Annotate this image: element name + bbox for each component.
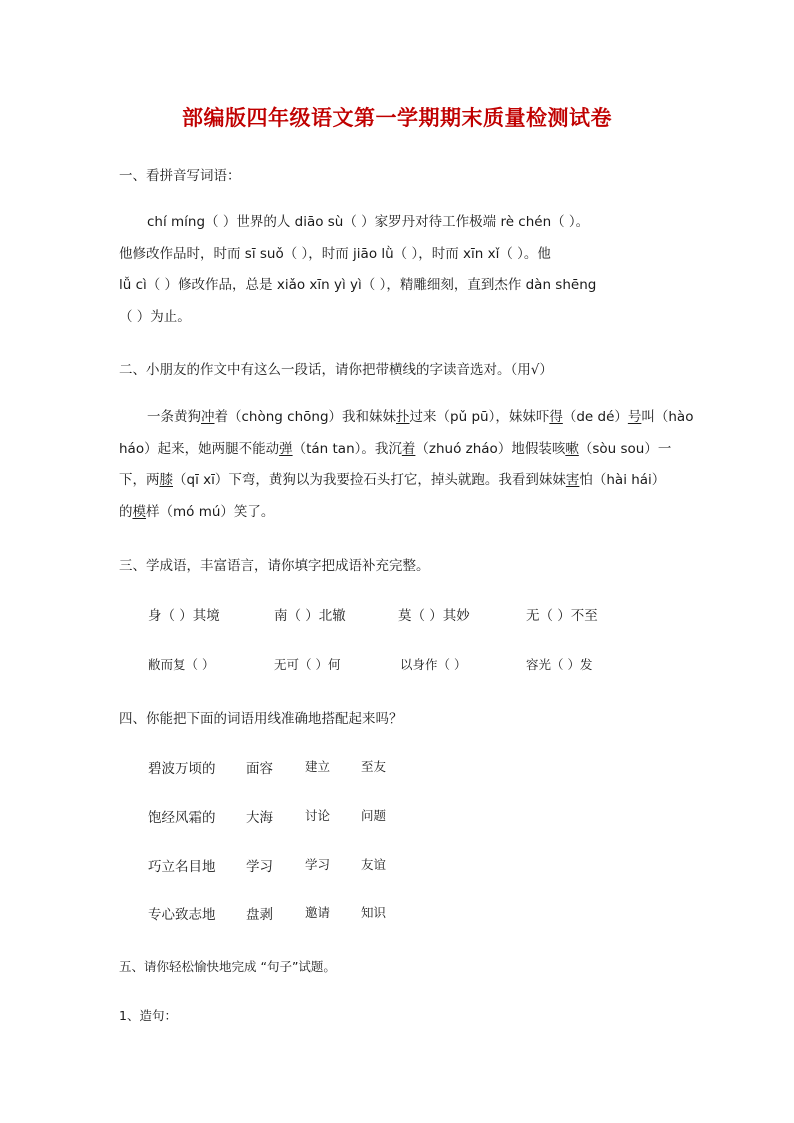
match-word: 学习	[305, 857, 331, 872]
idiom-item: 敝而复（ ）	[148, 657, 215, 672]
text-segment: 下，两	[119, 472, 160, 488]
underlined-char: 膝	[159, 472, 173, 488]
section2-line	[119, 497, 679, 529]
text-segment: （qī xī）下弯，黄狗以为我要捡石头打它，掉头就跑。我看到妹妹	[173, 472, 566, 488]
text-segment: 叫（hào	[641, 409, 694, 425]
text-segment: háo）起来，她两腿不能动	[119, 440, 280, 457]
section2-line	[119, 402, 694, 434]
text-segment: 过来（pǔ pū），妹妹吓	[409, 409, 550, 425]
match-word: 知识	[361, 905, 387, 920]
underlined-char: 着	[401, 440, 416, 457]
match-word: 盘剥	[246, 907, 273, 923]
underlined-char: 嗽	[565, 440, 579, 457]
idiom-item: 以身作（ ）	[400, 657, 467, 672]
text-segment: （sòu sou）一	[578, 440, 672, 457]
section1-line: chí míng（ ）世界的人 diāo sù（ ）家罗丹对待工作极端 rè chén（ ）。	[147, 214, 590, 230]
idiom-item: 容光（ ）发	[526, 657, 593, 672]
match-word: 至友	[361, 759, 387, 774]
section2-line	[119, 465, 679, 497]
idiom-item: 莫（ ）其妙	[398, 608, 470, 624]
match-word: 饱经风霜的	[148, 810, 216, 826]
section5-heading: 五、请你轻松愉快地完成 “句子”试题。	[119, 959, 336, 974]
idiom-item: 无可（ ）何	[274, 657, 341, 672]
text-segment: 样（mó mú）笑了。	[146, 503, 275, 520]
idiom-item: 南（ ）北辙	[274, 608, 346, 624]
section1-paragraph	[119, 207, 679, 333]
match-word: 问题	[361, 808, 387, 823]
underlined-char: 弹	[279, 440, 293, 457]
text-segment: 着（chòng chōng）我和妹妹	[214, 409, 397, 425]
text-segment: 的	[119, 503, 133, 520]
exam-title: 部编版四年级语文第一学期期末质量检测试卷	[182, 105, 612, 130]
match-word: 邀请	[305, 905, 331, 920]
section2-line	[119, 434, 679, 466]
underlined-char: 害	[565, 472, 580, 488]
text-segment: （de dé）	[562, 409, 628, 425]
section1-line: 他修改作品时，时而 sī suǒ（ ），时而 jiāo lǜ（ ），时而 xīn xǐ（ ）。他	[119, 245, 551, 262]
section1-line: lǚ cì（ ）修改作品，总是 xiǎo xīn yì yì（ ），精雕细刻，直到杰作 dàn shēng	[119, 277, 597, 293]
match-word: 建立	[305, 759, 331, 774]
section3-heading: 三、学成语，丰富语言，请你填字把成语补充完整。	[119, 558, 430, 574]
match-word: 讨论	[305, 808, 331, 823]
match-word: 学习	[246, 859, 273, 875]
section2-heading: 二、小朋友的作文中有这么一段话，请你把带横线的字读音选对。（用√）	[119, 362, 553, 378]
text-segment: 怕（hài hái）	[579, 472, 666, 488]
text-segment: （zhuó zháo）地假装咳	[415, 440, 566, 457]
section4-heading: 四、你能把下面的词语用线准确地搭配起来吗？	[119, 711, 403, 727]
match-word: 专心致志地	[148, 907, 216, 923]
match-word: 面容	[246, 761, 273, 777]
underlined-char: 模	[132, 503, 146, 520]
section5-sub1: 1、造句：	[119, 1008, 177, 1023]
match-word: 巧立名目地	[148, 859, 216, 875]
idiom-item: 无（ ）不至	[526, 608, 598, 624]
section1-heading: 一、看拼音写词语：	[119, 168, 241, 184]
text-segment: 一条黄狗	[147, 409, 201, 425]
section2-paragraph	[119, 402, 694, 528]
underlined-char: 扑	[396, 409, 410, 425]
underlined-char: 得	[549, 409, 563, 425]
underlined-char: 冲	[201, 409, 215, 425]
underlined-char: 号	[627, 409, 642, 425]
match-word: 大海	[246, 810, 273, 826]
section1-line: （ ）为止。	[119, 308, 191, 325]
match-word: 碧波万顷的	[148, 761, 216, 777]
text-segment: （tán tan）。我沉	[292, 440, 402, 457]
idiom-item: 身（ ）其境	[148, 608, 220, 624]
match-word: 友谊	[361, 857, 387, 872]
